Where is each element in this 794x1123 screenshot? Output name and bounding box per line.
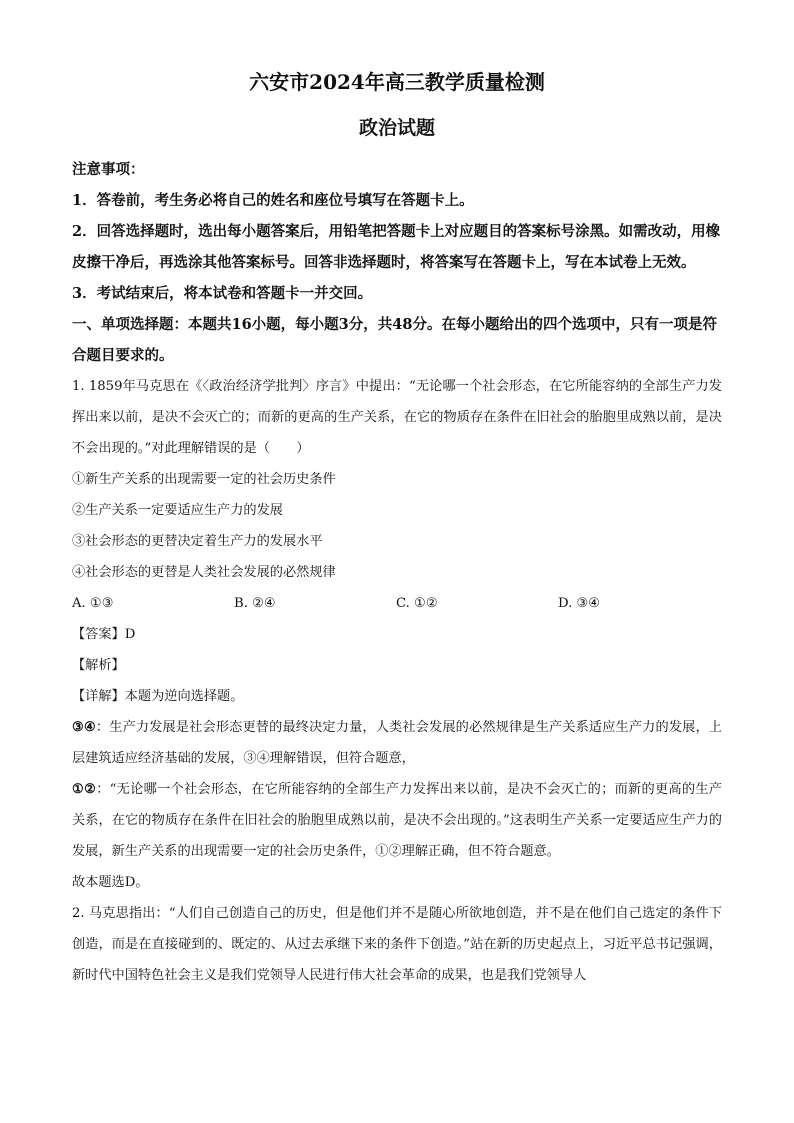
analysis-1-text: ：生产力发展是社会形态更替的最终决定力量，人类社会发展的必然规律是生产关系适应生产力的发展，上层建筑适应经济基础的发展，③④理解错误，但符合题意， — [72, 720, 722, 766]
question-2-stem: 2. 马克思指出：“人们自己创造自己的历史，但是他们并不是随心所欲地创造，并不是在他们自己选定的条件下创造，而是在直接碰到的、既定的、从过去承继下来的条件下创造。”站在新的历史起点上，习近平总书记强调，新时代中国特色社会主义是我们党领导人民进行伟大社会革命的成果，也是我们党领导人 — [72, 906, 722, 983]
answer-line — [72, 619, 722, 650]
question-1-statement-2: ②生产关系一定要适应生产力的发展 — [72, 503, 283, 518]
option-b: B. ②④ — [234, 596, 276, 611]
detail-line — [72, 681, 722, 712]
question-1-statement-3: ③社会形态的更替决定着生产力的发展水平 — [72, 534, 323, 549]
answer-value: D — [124, 627, 136, 642]
page-subtitle: 政治试题 — [358, 117, 435, 139]
notice-item-2: 2．回答选择题时，选出每小题答案后，用铅笔把答题卡上对应题目的答案标号涂黑。如需改动，用橡皮擦干净后，再选涂其他答案标号。回答非选择题时，将答案写在答题卡上，写在本试卷上无效。 — [72, 223, 721, 271]
question-1-statement-1: ①新生产关系的出现需要一定的社会历史条件 — [72, 472, 336, 487]
option-c: C. ①② — [396, 596, 438, 611]
analysis-label: 【解析】 — [72, 658, 125, 673]
detail-text: 本题为逆向选择题。 — [124, 689, 244, 704]
notice-item-3: 3．考试结束后，将本试卷和答题卡一并交回。 — [72, 285, 373, 302]
analysis-conclusion: 故本题选D。 — [72, 875, 149, 890]
option-a: A. ①③ — [72, 596, 114, 611]
analysis-1-marks: ③④ — [72, 720, 96, 735]
analysis-2-marks: ①② — [72, 782, 97, 797]
option-d: D. ③④ — [558, 596, 601, 611]
notice-heading: 注意事项： — [72, 161, 145, 178]
question-1-statement-4: ④社会形态的更替是人类社会发展的必然规律 — [72, 565, 336, 580]
section-heading: 一、单项选择题：本题共16小题，每小题3分，共48分。在每小题给出的四个选项中，只有一项是符合题目要求的。 — [72, 316, 717, 364]
document-page — [72, 66, 722, 991]
answer-label: 【答案】 — [72, 627, 125, 642]
page-title: 六安市2024年高三教学质量检测 — [249, 70, 545, 94]
detail-label: 【详解】 — [72, 689, 125, 704]
analysis-paragraph-1 — [72, 712, 722, 774]
analysis-2-text: ：“无论哪一个社会形态，在它所能容纳的全部生产力发挥出来以前，是决不会灭亡的；而新的更高的生产关系，在它的物质存在条件在旧社会的胎胞里成熟以前，是决不会出现的。”这表明生产关系一定要适应生产力的发展，新生产关系的出现需要一定的社会历史条件，①②理解正确，但不符合题意。 — [72, 782, 722, 859]
analysis-paragraph-2 — [72, 774, 722, 867]
notice-item-1: 1．答卷前，考生务必将自己的姓名和座位号填写在答题卡上。 — [72, 192, 474, 209]
question-1-options — [72, 588, 722, 619]
question-1-stem: 1. 1859年马克思在《〈政治经济学批判〉序言》中提出：“无论哪一个社会形态，在它所能容纳的全部生产力发挥出来以前，是决不会灭亡的；而新的更高的生产关系，在它的物质存在条件在旧社会的胎胞里成熟以前，是决不会出现的。”对此理解错误的是（ ） — [72, 379, 722, 456]
